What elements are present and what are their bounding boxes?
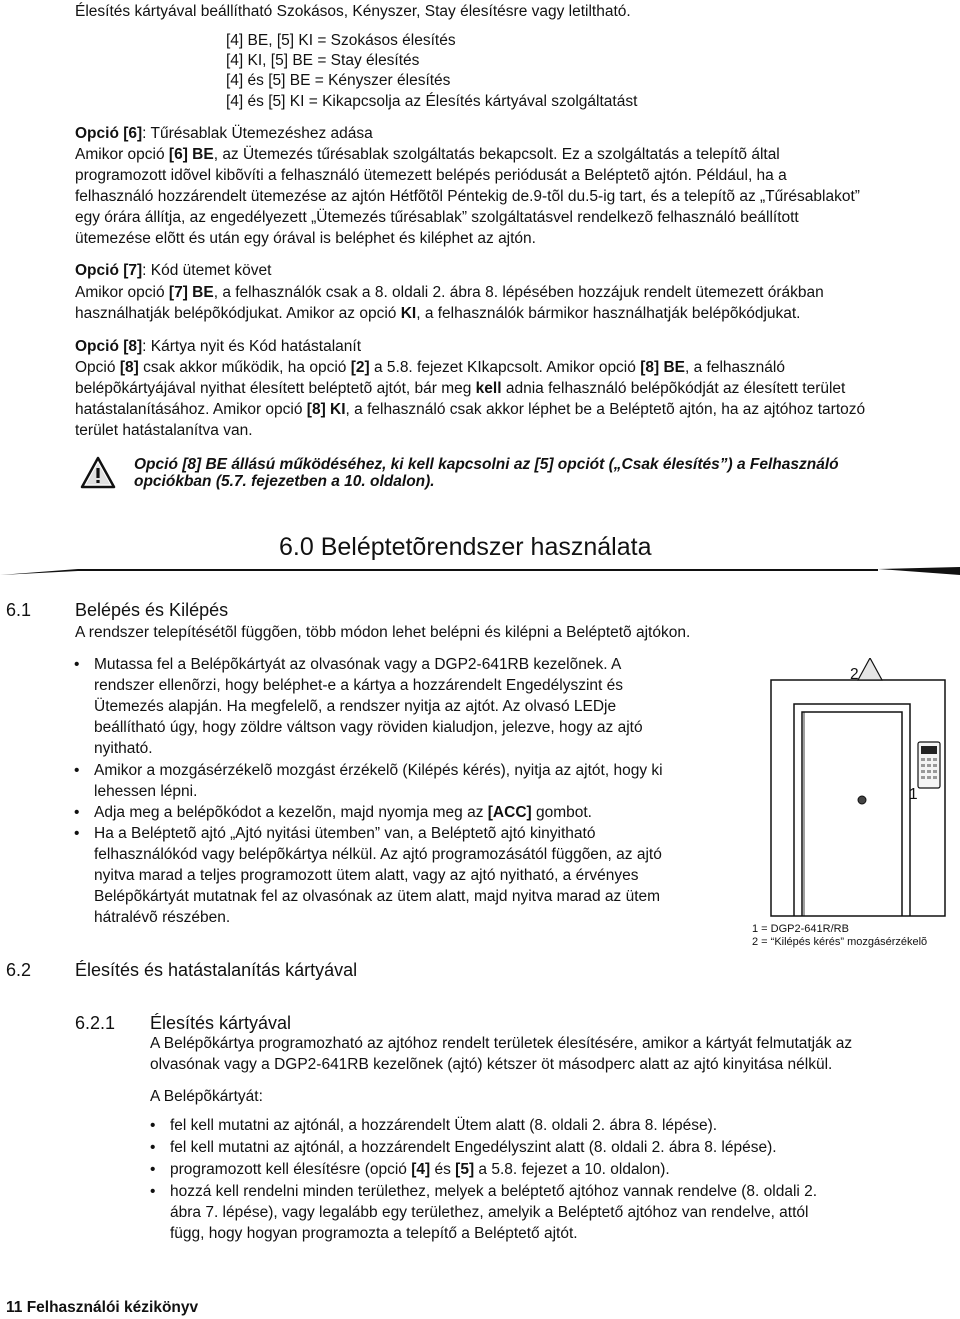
option-line-2: [4] KI, [5] BE = Stay élesítés bbox=[226, 52, 420, 69]
section-6-1-intro: A rendszer telepítésétõl függõen, több módon lehet belépni és kilépni a Beléptetõ ajtókon. bbox=[75, 624, 691, 641]
s621-paragraph-line-1: A Belépõkártya programozható az ajtóhoz rendelt területek élesítésére, amikor a kártyát felmutatják az bbox=[150, 1035, 853, 1052]
s61-bullet-4-line-4: Belépõkártyát mutatnak fel az olvasónak az ütem alatt, majd nyitva marad az ütem bbox=[94, 888, 661, 905]
opt6-line-1: Amikor opció [6] BE, az Ütemezés tűrésablak szolgáltatás bekapcsolt. Ez a szolgáltatás a telepítõ által bbox=[75, 146, 780, 163]
opt8-title: Opció [8]: Kártya nyit és Kód hatástalanít bbox=[75, 338, 362, 355]
s621-bullet-2: • fel kell mutatni az ajtónál, a hozzárendelt Engedélyszint alatt (8. oldali 2. ábra 8. lépése). bbox=[170, 1138, 777, 1158]
opt8-line-1: Opció [8] csak akkor működik, ha opció [2] a 5.8. fejezet KIkapcsolt. Amikor opció [8] BE, a felhasználó bbox=[75, 359, 785, 376]
s621-bullet-1: • fel kell mutatni az ajtónál, a hozzárendelt Ütem alatt (8. oldali 2. ábra 8. lépése). bbox=[170, 1116, 717, 1136]
opt8-line-4: terület hatástalanítva van. bbox=[75, 422, 253, 439]
door-diagram bbox=[770, 658, 950, 918]
s61-bullet-4-line-1: • Ha a Beléptetõ ajtó „Ajtó nyitási ütemben” van, a Beléptetõ ajtó kinyitható bbox=[94, 824, 595, 844]
section-6-2-1-number: 6.2.1 bbox=[75, 1013, 116, 1033]
s621-paragraph-line-2: olvasónak vagy a DGP2-641RB kezelõnek (ajtó) kétszer öt másodperc alatt az ajtó kinyitása nélkül. bbox=[150, 1056, 833, 1073]
section-6-2-1-title: Élesítés kártyával bbox=[150, 1013, 292, 1033]
option-line-1: [4] BE, [5] KI = Szokásos élesítés bbox=[226, 32, 456, 49]
s61-bullet-4-line-5: hátralévõ részében. bbox=[94, 909, 231, 926]
opt7-line-1: Amikor opció [7] BE, a felhasználók csak a 8. oldali 2. ábra 8. lépésében hozzájuk rendelt ütemezett órákban bbox=[75, 284, 824, 301]
chapter-rule bbox=[0, 562, 960, 576]
s61-bullet-2-line-1: • Amikor a mozgásérzékelõ mozgást érzékelõ (Kilépés kérés), nyitja az ajtót, hogy ki bbox=[94, 761, 663, 781]
s621-bullet-4-line-2: ábra 7. lépése), vagy legalább egy területhez, amelyik a Beléptető ajtóhoz van rendelve, attól bbox=[170, 1204, 809, 1221]
chapter-title: 6.0 Beléptetõrendszer használata bbox=[279, 533, 652, 561]
opt6-line-4: egy órára állítja, az engedélyezett „Ütemezés tűrésablak” szolgáltatásvel rendelkezõ felhasználó beállított bbox=[75, 209, 799, 226]
opt6-line-2: programozott idõvel kibõvíti a felhasználó ütemezett belépés periódusát a Beléptetõ ajtón. Például, ha a bbox=[75, 167, 787, 184]
page-footer: 11 Felhasználói kézikönyv bbox=[6, 1299, 199, 1316]
motion-detector-icon bbox=[858, 658, 882, 680]
s621-lead: A Belépõkártyát: bbox=[150, 1088, 263, 1105]
opt7-line-2: használhatják belépõkódjukat. Amikor az opció KI, a felhasználók bármikor használhatják belépõkódjukat. bbox=[75, 305, 801, 322]
opt6-line-3: felhasználó hozzárendelt ütemezése az ajtón Hétfõtõl Péntekig de.9-tõl du.5-ig tart, és a telepítõ az „Tűrésablakot” bbox=[75, 188, 860, 205]
warning-icon bbox=[80, 456, 116, 489]
option-line-3: [4] és [5] BE = Kényszer élesítés bbox=[226, 72, 451, 89]
s61-bullet-1-line-3: Ütemezés alapján. Ha megfelelõ, a rendszer nyitja az ajtót. Az olvasó LEDje bbox=[94, 698, 617, 715]
opt7-title: Opció [7]: Kód ütemet követ bbox=[75, 262, 272, 279]
opt8-line-3: hatástalanításához. Amikor opció [8] KI, a felhasználó csak akkor léphet be a Beléptetõ ajtón, ha az ajtóhoz tartozó bbox=[75, 401, 866, 418]
s61-bullet-1-line-1: • Mutassa fel a Belépõkártyát az olvasónak vagy a DGP2-641RB kezelõnek. A bbox=[94, 655, 621, 675]
s621-bullet-3: • programozott kell élesítésre (opció [4] és [5] a 5.8. fejezet a 10. oldalon). bbox=[170, 1160, 670, 1180]
s61-bullet-1-line-5: nyitható. bbox=[94, 740, 153, 757]
s61-bullet-1-line-2: rendszer ellenõrzi, hogy beléphet-e a kártya a hozzárendelt Engedélyszint és bbox=[94, 677, 624, 694]
section-6-2-title: Élesítés és hatástalanítás kártyával bbox=[75, 960, 358, 980]
s61-bullet-3: • Adja meg a belépõkódot a kezelõn, majd nyomja meg az [ACC] gombot. bbox=[94, 803, 592, 823]
section-6-2-number: 6.2 bbox=[6, 960, 32, 980]
s61-bullet-2-line-2: lehessen lépni. bbox=[94, 783, 198, 800]
figure-caption-2: 2 = “Kilépés kérés” mozgásérzékelõ bbox=[752, 936, 928, 948]
s621-bullet-4-line-1: • hozzá kell rendelni minden területhez, melyek a beléptető ajtóhoz vannak rendelve (8. oldali 2. bbox=[170, 1182, 817, 1202]
section-6-1-number: 6.1 bbox=[6, 600, 32, 620]
opt8-line-2: belépõkártyájával nyithat élesített beléptetõ ajtót, bár meg kell adnia felhasználó belépõkódját az élesített terület bbox=[75, 380, 846, 397]
s61-bullet-1-line-4: beállítható úgy, hogy zöldre váltson vagy röviden kialudjon, jelezve, hogy az ajtó bbox=[94, 719, 643, 736]
opt6-line-5: ütemezése elõtt és után egy órával is beléphet és kiléphet az ajtón. bbox=[75, 230, 536, 247]
opt6-title: Opció [6]: Tűrésablak Ütemezéshez adása bbox=[75, 125, 373, 142]
s621-bullet-4-line-3: függ, hogy hogyan programozta a telepítő a Beléptető ajtót. bbox=[170, 1225, 578, 1242]
intro-text: Élesítés kártyával beállítható Szokásos, Kényszer, Stay élesítésre vagy letiltható. bbox=[75, 3, 631, 20]
warning-line-1: Opció [8] BE állású működéséhez, ki kell kapcsolni az [5] opciót („Csak élesítés”) a Felhasználó bbox=[134, 456, 839, 473]
option-line-4: [4] és [5] KI = Kikapcsolja az Élesítés kártyával szolgáltatást bbox=[226, 93, 638, 110]
figure-label-1: 1 bbox=[909, 786, 918, 803]
figure-label-2: 2 bbox=[850, 666, 859, 683]
s61-bullet-4-line-2: felhasználókód vagy belépõkártya nélkül. Az ajtó programozásától függõen, az ajtó bbox=[94, 846, 662, 863]
warning-line-2: opciókban (5.7. fejezetben a 10. oldalon). bbox=[134, 473, 435, 490]
s61-bullet-4-line-3: nyitva marad a teljes programozott ütem alatt, vagy az ajtó nyitható, a érvényes bbox=[94, 867, 639, 884]
figure-caption-1: 1 = DGP2-641R/RB bbox=[752, 923, 849, 935]
section-6-1-title: Belépés és Kilépés bbox=[75, 600, 229, 620]
